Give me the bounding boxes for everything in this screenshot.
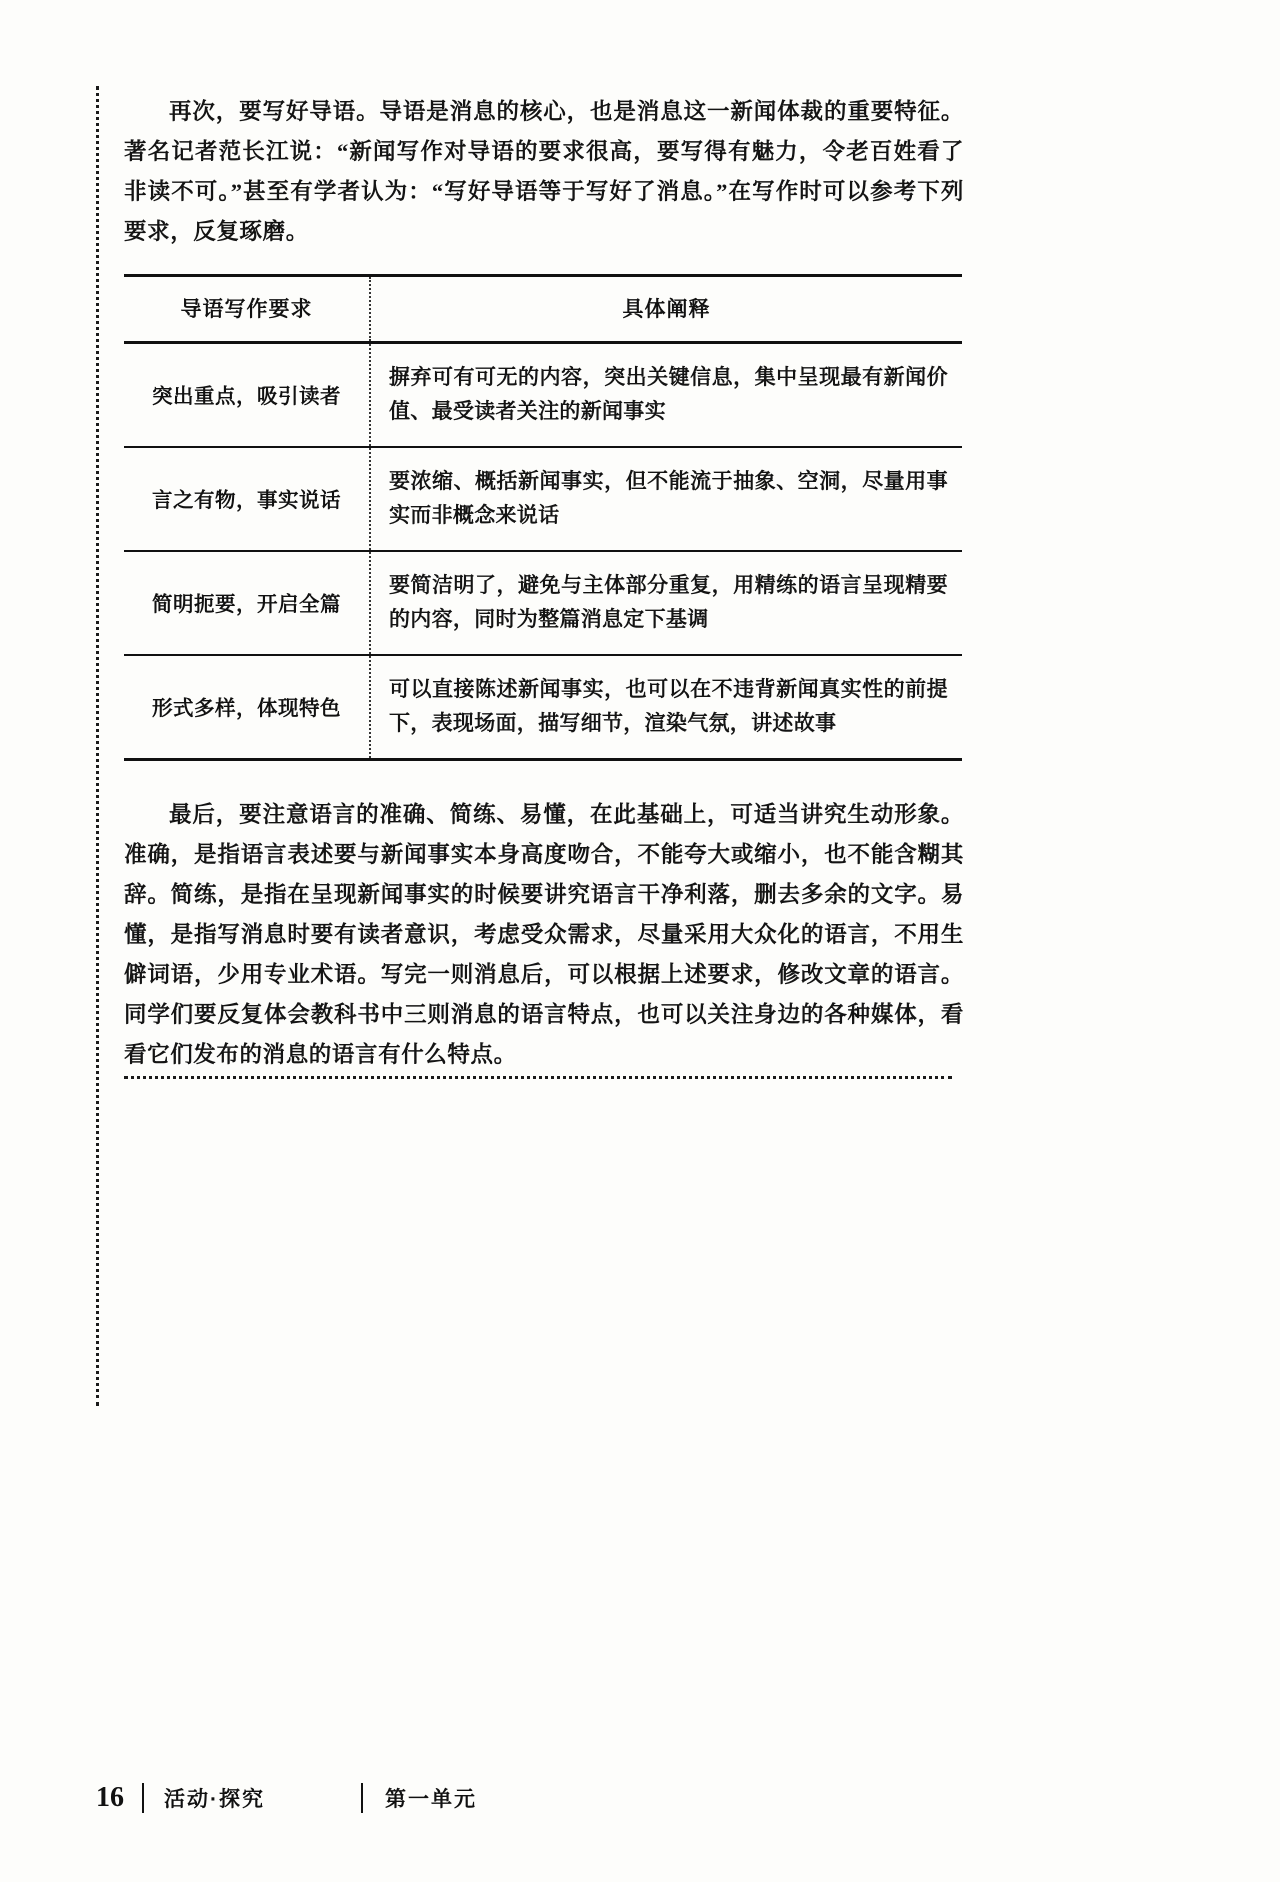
left-dotted-rule bbox=[96, 86, 99, 1406]
table-row bbox=[124, 343, 962, 448]
lead-writing-table bbox=[124, 274, 962, 761]
table-row bbox=[124, 447, 962, 551]
cell-explanation: 可以直接陈述新闻事实，也可以在不违背新闻真实性的前提下，表现场面，描写细节，渲染气氛，讲述故事 bbox=[370, 655, 962, 760]
lead-writing-table-wrapper bbox=[124, 274, 962, 761]
cell-requirement: 形式多样，体现特色 bbox=[124, 655, 370, 760]
cell-explanation: 要浓缩、概括新闻事实，但不能流于抽象、空洞，尽量用事实而非概念来说话 bbox=[370, 447, 962, 551]
page-footer bbox=[96, 1776, 1184, 1820]
column-header-requirement: 导语写作要求 bbox=[124, 276, 370, 343]
footer-divider-1 bbox=[142, 1783, 144, 1813]
table-body bbox=[124, 343, 962, 760]
intro-paragraph: 再次，要写好导语。导语是消息的核心，也是消息这一新闻体裁的重要特征。著名记者范长江说：“新闻写作对导语的要求很高，要写得有魅力，令老百姓看了非读不可。”甚至有学者认为：“写好导语等于写好了消息。”在写作时可以参考下列要求，反复琢磨。 bbox=[124, 99, 964, 244]
footer-unit-label: 第一单元 bbox=[385, 1788, 477, 1811]
table-row bbox=[124, 551, 962, 655]
column-header-explanation: 具体阐释 bbox=[370, 276, 962, 343]
footer-divider-2 bbox=[361, 1783, 363, 1813]
cell-explanation: 摒弃可有可无的内容，突出关键信息，集中呈现最有新闻价值、最受读者关注的新闻事实 bbox=[370, 343, 962, 448]
page-content bbox=[124, 92, 964, 1081]
page-number: 16 bbox=[96, 1782, 124, 1813]
cell-explanation: 要简洁明了，避免与主体部分重复，用精练的语言呈现精要的内容，同时为整篇消息定下基调 bbox=[370, 551, 962, 655]
footer-section-label: 活动·探究 bbox=[164, 1788, 265, 1811]
table-header-row bbox=[124, 276, 962, 343]
cell-requirement: 言之有物，事实说话 bbox=[124, 447, 370, 551]
table-header bbox=[124, 276, 962, 343]
closing-paragraph: 最后，要注意语言的准确、简练、易懂，在此基础上，可适当讲究生动形象。准确，是指语言表述要与新闻事实本身高度吻合，不能夸大或缩小，也不能含糊其辞。简练，是指在呈现新闻事实的时候要讲究语言干净利落，删去多余的文字。易懂，是指写消息时要有读者意识，考虑受众需求，尽量采用大众化的语言，不用生僻词语，少用专业术语。写完一则消息后，可以根据上述要求，修改文章的语言。同学们要反复体会教科书中三则消息的语言特点，也可以关注身边的各种媒体，看看它们发布的消息的语言有什么特点。 bbox=[124, 802, 964, 1067]
cell-requirement: 简明扼要，开启全篇 bbox=[124, 551, 370, 655]
table-row bbox=[124, 655, 962, 760]
cell-requirement: 突出重点，吸引读者 bbox=[124, 343, 370, 448]
